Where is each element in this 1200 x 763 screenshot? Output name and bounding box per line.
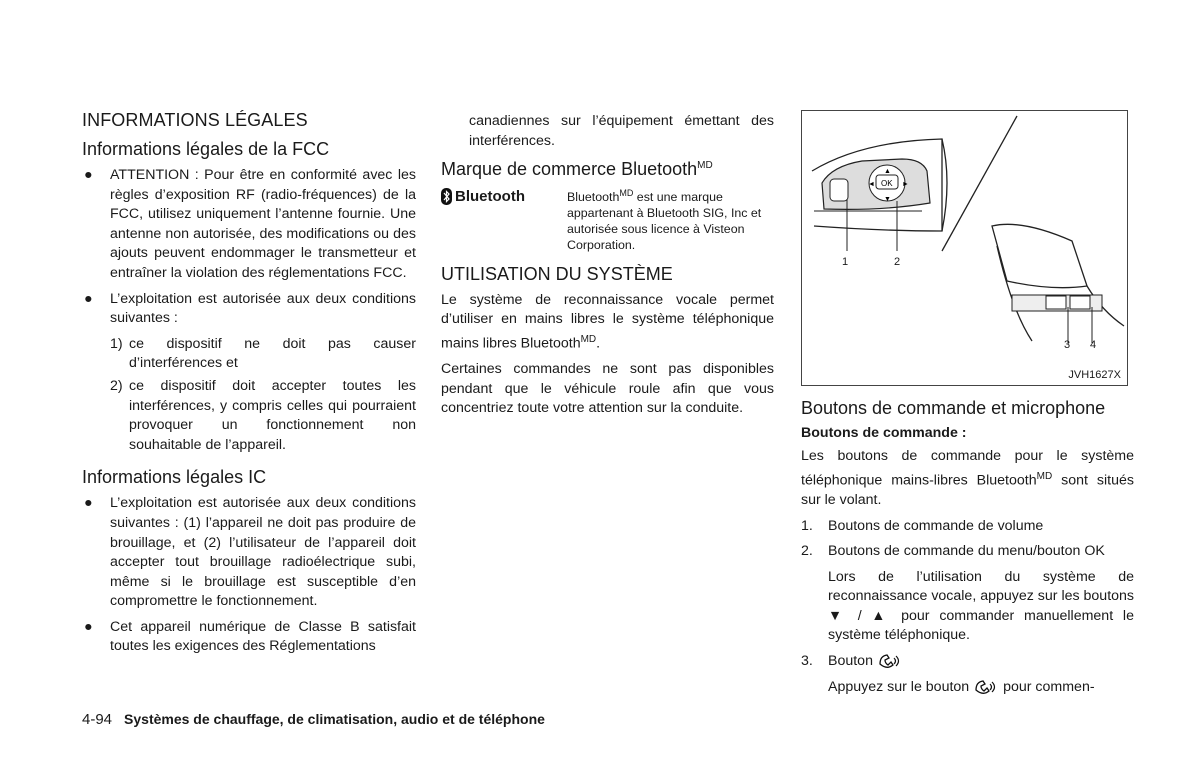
fcc-bullet-1: ● ATTENTION : Pour être en conformité avec les règles d’exposition RF (radio-fréquences) de la FCC, utilisez uniquement l’antenne fournie. Une antenne non autorisée, des modifications ou des ajouts peuvent endommager le transmetteur et entraîner la violation des réglementations FCC. [84,167,416,281]
control-item-3-description: Appuyez sur le bouton pour commen- [828,678,1095,695]
chapter-title: Systèmes de chauffage, de climatisation, audio et de téléphone [124,711,545,727]
svg-text:▲: ▲ [884,168,891,175]
fcc-condition-2: 2) ce dispositif doit accepter toutes les interférences, y compris celles qui pourraient provoquer un fonctionnement non souhaitable de l’appareil. [110,377,416,453]
section-heading-legal: INFORMATIONS LÉGALES [82,110,308,130]
page-number: 4-94 [82,711,113,728]
ic-bullet-2: ● Cet appareil numérique de Classe B satisfait toutes les exigences des Réglementations [84,618,416,655]
arrow-buttons-icon: ▼ / ▲ [828,607,892,624]
page-footer [82,711,545,728]
ic-continuation: canadiennes sur l’équipement émettant des interférences. [469,113,774,149]
phone-voice-icon [973,678,999,696]
fcc-bullet-2: ● L’exploitation est autorisée aux deux conditions suivantes : [84,290,416,327]
column-left [82,110,416,663]
steering-wheel-figure [801,110,1128,386]
svg-text:►: ► [902,181,909,188]
control-item-3: 3. Bouton [801,652,1134,672]
controls-paragraph: Les boutons de commande pour le système téléphonique mains-libres Bluetooth$^{MD}$ sont situés sur le volant. [801,448,1134,508]
controls-subheading: Boutons de commande : [801,425,967,441]
control-item-2-description: Lors de l’utilisation du système de reconnaissance vocale, appuyez sur les boutons ▼ / ▲ pour commander manuellement le système téléphonique. [828,568,1135,644]
usage-paragraph-2: Certaines commandes ne sont pas disponibles pendant que le véhicule roule afin que vous concentriez toute votre attention sur la conduite. [441,361,774,417]
control-item-1: 1. Boutons de commande de volume [801,517,1044,534]
usage-paragraph-1: Le système de reconnaissance vocale permet d’utiliser en mains libres le système téléphonique mains libres Bluetooth$^{MD}$. [441,291,774,352]
svg-text:OK: OK [881,179,893,188]
column-right [801,110,1134,703]
column-middle [441,112,774,425]
callout-1: 1 [842,256,849,268]
svg-text:◄: ◄ [868,181,875,188]
bluetooth-trademark-row [441,186,774,253]
usage-heading: UTILISATION DU SYSTÈME [441,263,673,284]
callout-3: 3 [1064,339,1071,351]
trademark-heading: Marque de commerce Bluetooth$^{MD}$ [441,159,713,180]
phone-voice-icon [877,652,903,670]
fcc-condition-1: 1) ce dispositif ne doit pas causer d’interférences et [110,335,416,372]
ic-bullet-1: ● L’exploitation est autorisée aux deux conditions suivantes : (1) l’appareil ne doit pas produire de brouillage, et (2) l’utilisateur de l’appareil doit accepter tout brouillage radioélectrique subi, même si le brouillage est susceptible d’en compromettre le fonctionnement. [84,495,416,610]
bluetooth-logo: Bluetooth [441,186,567,253]
controls-heading: Boutons de commande et microphone [801,398,1106,418]
figure-id: JVH1627X [1068,369,1121,381]
bluetooth-trademark-text: Bluetooth$^{MD}$ est une marque appartenant à Bluetooth SIG, Inc et autorisée sous licence à Visteon Corporation. [567,188,762,252]
bluetooth-rune-icon [441,188,452,205]
steering-wheel-illustration [802,111,1127,385]
callout-4: 4 [1090,339,1097,351]
control-item-2: 2. Boutons de commande du menu/bouton OK [801,543,1105,560]
ic-heading: Informations légales IC [82,467,267,488]
svg-text:▼: ▼ [884,196,891,203]
callout-2: 2 [894,256,901,268]
fcc-heading: Informations légales de la FCC [82,139,330,159]
